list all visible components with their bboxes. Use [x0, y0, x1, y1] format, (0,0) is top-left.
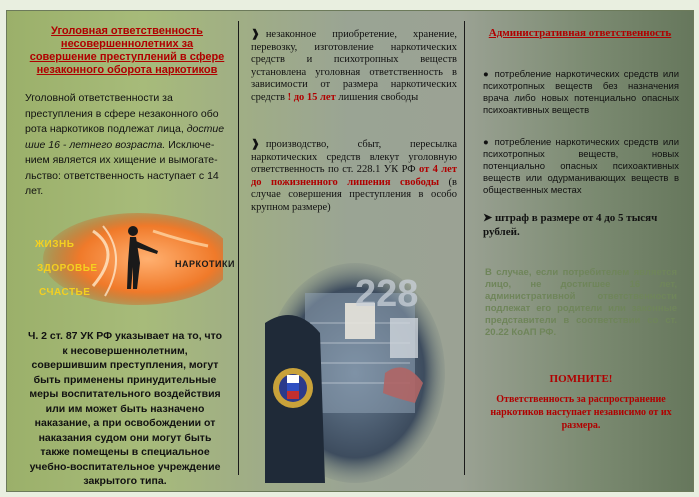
- bullet2-end: (в случае совершения преступления в особо крупном размере): [251, 176, 457, 213]
- bullet1-term: ! до 15 лет: [287, 91, 336, 103]
- column-penalties: [239, 11, 464, 491]
- bullet2-text: производство, сбыт, пересылка наркотических средств влекут уголовную ответственность по ст. 228.1 УК РФ: [251, 139, 457, 175]
- administrative-liability-title: Административная ответственность: [488, 27, 672, 39]
- criminal-liability-body: [25, 91, 230, 200]
- column-administrative-liability: [465, 11, 693, 491]
- word-happiness: СЧАСТЬЕ: [39, 287, 91, 298]
- remember-text: Ответственность за распространение наркотиков наступает независимо от их размера.: [490, 394, 672, 431]
- column-criminal-liability: [7, 11, 238, 491]
- bullet1-text: незаконное приобретение, хранение, перевозку, изготовление наркотических средств и психотропных веществ установлена уголовная ответственность в зависимости от размера наркотических средств: [251, 29, 457, 103]
- remember-heading: ПОМНИТЕ!: [549, 373, 613, 385]
- arrow-bullet-icon: ❱: [251, 139, 260, 150]
- word-drugs: НАРКОТИКИ: [175, 259, 235, 269]
- article-number-watermark: 228: [355, 273, 419, 315]
- word-life: ЖИЗНЬ: [35, 239, 75, 250]
- offense-item-public-places: ● потребление наркотических средств или психотропных веществ, новых потенциально опасных психоактивных веществ или одурманивающих веществ в общественных местах: [483, 137, 679, 196]
- minor-offender-note: В случае, если потребителем является лицо, не достигшее 16 лет, административной ответственности подлежат его родители или законные представители в соответствии со ст. 20.22 КоАП РФ.: [485, 267, 677, 338]
- body-part-1: Уголовной ответственности за преступления в сфере незаконного обо рота наркотиков подлежат лица,: [25, 92, 219, 135]
- penalty-bullet-distribution: [251, 139, 457, 214]
- bullet2-term: от 4 лет до пожизненного лишения свободы: [251, 164, 457, 188]
- arrow-bullet-icon: ❱: [251, 29, 260, 40]
- fine-amount: ➤ штраф в размере от 4 до 5 тысяч рублей.: [483, 212, 658, 238]
- penalty-bullet-possession: [251, 29, 457, 104]
- life-vs-drugs-illustration: [33, 211, 235, 306]
- police-drugs-photo: [265, 263, 445, 483]
- bullet1-end: лишения свободы: [335, 91, 419, 103]
- word-health: ЗДОРОВЬЕ: [37, 263, 98, 274]
- article-87-note: Ч. 2 ст. 87 УК РФ указывает на то, что к несовершеннолетним, совершившим преступления, могут быть применены принудительные меры воспитательного воздействия или им может быть назначено наказание, а при освобождении от наказания судом они могут быть также помещены в специальное учебно-воспитательное учреждение закрытого типа.: [27, 330, 223, 487]
- offense-item-consumption: ● потребление наркотических средств или психотропных веществ без назначения врача либо новых потенциально опасных психоактивных веществ: [483, 69, 679, 116]
- criminal-liability-title: Уголовная ответственность несовершеннолетних за совершение преступлений в сфере незаконного оборота наркотиков: [29, 25, 225, 76]
- body-part-2: Исключе-нием является их хищение и вымогате-льство: ответственность наступает с 14 лет.: [25, 138, 219, 197]
- body-age: достие шие 16 - летнего возраста.: [25, 123, 225, 151]
- brochure-page: [6, 10, 694, 492]
